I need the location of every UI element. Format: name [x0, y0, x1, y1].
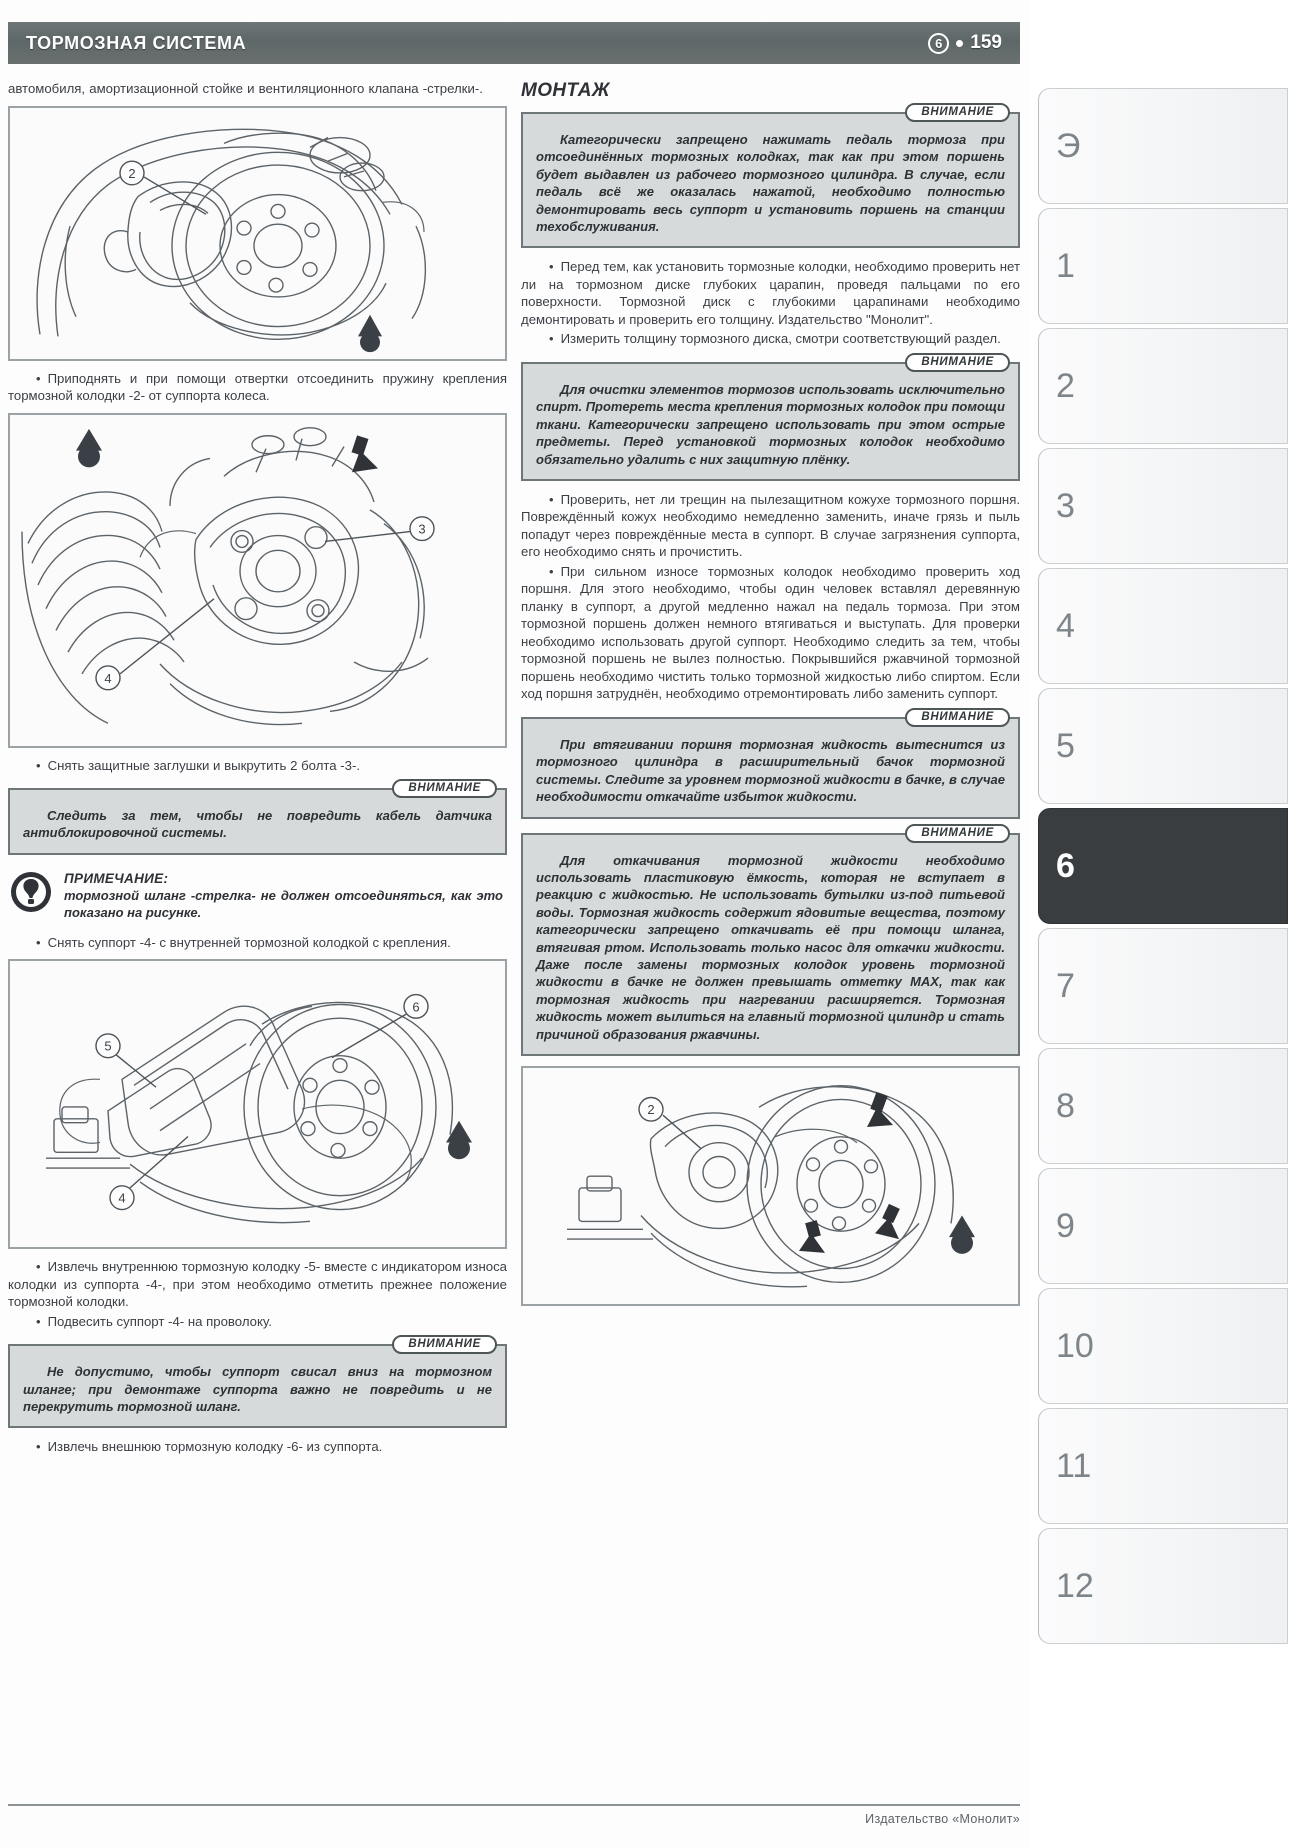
warning-tag: ВНИМАНИЕ	[905, 103, 1010, 122]
figure-front-brake-disc-pad-spring	[8, 106, 507, 361]
index-tab-8[interactable]	[1038, 1048, 1288, 1164]
figure-caliper-guide-bolts	[8, 413, 507, 748]
publisher-name: Издательство «Монолит»	[865, 1812, 1020, 1826]
page-title: ТОРМОЗНАЯ СИСТЕМА	[26, 32, 247, 53]
index-tab-label: 10	[1056, 1326, 1094, 1365]
left-bullet-6: • Извлечь внешнюю тормозную колодку -6- из суппорта.	[8, 1438, 507, 1456]
warning-text: Следить за тем, чтобы не повредить кабель датчика антиблокировочной системы.	[23, 808, 492, 841]
left-bullet-2: • Снять защитные заглушки и выкрутить 2 болта -3-.	[8, 757, 507, 775]
index-tab-label: Э	[1056, 126, 1081, 165]
figure-arrow-icon	[358, 314, 382, 351]
index-tab-label: 1	[1056, 246, 1075, 285]
separator-dot-icon	[956, 40, 963, 47]
left-column	[8, 80, 507, 1458]
page-number: 159	[970, 32, 1002, 53]
warning-tag: ВНИМАНИЕ	[905, 708, 1010, 727]
page-number-group	[928, 32, 1002, 54]
note-bulb-icon	[10, 871, 52, 913]
warning-tag: ВНИМАНИЕ	[392, 1335, 497, 1354]
index-tab-strip	[1038, 88, 1288, 1644]
index-tab-label: 8	[1056, 1086, 1075, 1125]
index-tab-0[interactable]	[1038, 88, 1288, 204]
index-tab-label: 7	[1056, 966, 1075, 1005]
right-column	[521, 80, 1020, 1458]
figure-arrow-icon	[352, 435, 378, 472]
index-tab-2[interactable]	[1038, 328, 1288, 444]
figure-caution-icon	[76, 428, 102, 467]
warning-text: При втягивании поршня тормозная жидкость вытеснится из тормозного цилиндра в расширительный бачок тормозной системы. Следите за уровнем тормозной жидкости в бачке, в случае необходимости откачайте избыток жидкости.	[536, 736, 1005, 805]
warning-box-caliper-hose	[8, 1338, 507, 1428]
note-box-brake-hose	[8, 869, 507, 924]
warning-text: Категорически запрещено нажимать педаль тормоза при отсоединённых тормозных колодках, так как при этом поршень будет выдавлен из рабочего тормозного цилиндра. В случае, если педаль всё же оказалась нажатой, необходимо полностью демонтировать весь суппорт и установить поршень на станции техобслуживания.	[536, 132, 1005, 235]
svg-text:4: 4	[104, 670, 112, 686]
warning-text: Не допустимо, чтобы суппорт свисал вниз на тормозном шланге; при демонтаже суппорта важно не повредить и не перекрутить тормозной шланг.	[23, 1364, 492, 1414]
index-tab-5[interactable]	[1038, 688, 1288, 804]
index-tab-9[interactable]	[1038, 1168, 1288, 1284]
index-tab-1[interactable]	[1038, 208, 1288, 324]
figure-brake-disc-piston-retraction	[521, 1066, 1020, 1306]
warning-text: Для откачивания тормозной жидкости необходимо использовать пластиковую ёмкость, которая не вступает в реакцию с жидкостью. Не использовать бутылки из-под питьевой воды. Тормозная жидкость содержит ядовитые вещества, поэтому категорически запрещено откачивать её при помощи шланга, втягивая ртом. Использовать только насос для откачки жидкости. Даже после замены тормозных колодок уровень тормозной жидкости в бачке не должен превышать отметку MAX, так как тормозная жидкость при нагревании расширяется. Тормозная жидкость может вылиться на главный тормозной цилиндр и стать причиной образования ржавчины.	[536, 852, 1005, 1042]
index-tab-label: 3	[1056, 486, 1075, 525]
svg-text:2: 2	[647, 1102, 655, 1118]
index-tab-label: 12	[1056, 1566, 1094, 1605]
svg-text:6: 6	[412, 999, 420, 1015]
figure-arrow-icon	[799, 1220, 825, 1253]
footer-rule	[8, 1804, 1020, 1806]
svg-text:4: 4	[118, 1190, 126, 1206]
warning-text: Для очистки элементов тормозов использовать исключительно спирт. Протереть места крепления тормозных колодок при помощи ткани. Категорически запрещено использовать при этом острые предметы. Перед установкой тормозных колодок необходимо обязательно удалить с них защитную плёнку.	[536, 381, 1005, 467]
index-tab-3[interactable]	[1038, 448, 1288, 564]
warning-box-brake-pedal	[521, 106, 1020, 248]
index-tab-7[interactable]	[1038, 928, 1288, 1044]
note-text: тормозной шланг -стрелка- не должен отсоединяться, как это показано на рисунке.	[64, 887, 503, 921]
warning-tag: ВНИМАНИЕ	[392, 779, 497, 798]
left-bullet-1: • Приподнять и при помощи отвертки отсоединить пружину крепления тормозной колодки -2- от суппорта колеса.	[8, 370, 507, 405]
right-bullet-1: • Перед тем, как установить тормозные колодки, необходимо проверить нет ли на тормозном диске глубоких царапин, проведя пальцами по его поверхности. Тормозной диск с глубокими царапинами необходимо демонтировать и проверить его толщину. Издательство "Монолит".	[521, 258, 1020, 328]
index-tab-4[interactable]	[1038, 568, 1288, 684]
index-tab-label: 4	[1056, 606, 1075, 645]
svg-text:3: 3	[418, 521, 426, 537]
left-bullet-5: • Подвесить суппорт -4- на проволоку.	[8, 1313, 507, 1331]
index-tab-label: 11	[1056, 1446, 1092, 1485]
index-tab-label: 6	[1056, 846, 1075, 885]
section-heading-installation: МОНТАЖ	[521, 80, 610, 101]
page-footer	[8, 1804, 1020, 1826]
left-bullet-4: • Извлечь внутреннюю тормозную колодку -5- вместе с индикатором износа колодки из суппорта -4-, при этом необходимо отметить прежнее положение тормозной колодки.	[8, 1258, 507, 1311]
index-tab-label: 2	[1056, 366, 1075, 405]
figure-caution-icon	[446, 1121, 472, 1159]
index-tab-11[interactable]	[1038, 1408, 1288, 1524]
two-column-body	[8, 80, 1020, 1458]
continuation-paragraph: автомобиля, амортизационной стойке и вентиляционного клапана -стрелки-.	[8, 81, 483, 96]
warning-tag: ВНИМАНИЕ	[905, 824, 1010, 843]
warning-box-cleaning	[521, 355, 1020, 481]
section-badge: 6	[928, 33, 949, 54]
note-title: ПРИМЕЧАНИЕ:	[64, 870, 169, 886]
index-tab-6-active[interactable]	[1038, 808, 1288, 924]
svg-text:5: 5	[104, 1038, 112, 1054]
left-bullet-3: • Снять суппорт -4- с внутренней тормозной колодкой с крепления.	[8, 934, 507, 952]
index-tab-label: 9	[1056, 1206, 1075, 1245]
right-bullet-3: • Проверить, нет ли трещин на пылезащитном кожухе тормозного поршня. Повреждённый кожух необходимо немедленно заменить, иначе грязь и пыль попадут через повреждённые места в суппорт. В случае загрязнения суппорта, его необходимо снять и прочистить.	[521, 491, 1020, 561]
index-tab-label: 5	[1056, 726, 1075, 765]
warning-box-fluid-extraction	[521, 826, 1020, 1056]
page-header	[8, 22, 1020, 64]
warning-box-fluid-level	[521, 710, 1020, 819]
warning-box-abs-cable	[8, 782, 507, 855]
note-body	[64, 871, 503, 922]
svg-text:2: 2	[128, 165, 136, 181]
warning-tag: ВНИМАНИЕ	[905, 353, 1010, 372]
figure-caution-icon	[949, 1216, 975, 1254]
figure-caliper-removed-inner-pad	[8, 959, 507, 1249]
right-bullet-2: • Измерить толщину тормозного диска, смотри соответствующий раздел.	[521, 330, 1020, 348]
index-tab-10[interactable]	[1038, 1288, 1288, 1404]
index-tab-12[interactable]	[1038, 1528, 1288, 1644]
right-bullet-4: • При сильном износе тормозных колодок необходимо проверить ход поршня. Для этого необходимо, чтобы один человек вставлял деревянную планку в суппорт, а другой медленно нажал на педаль тормоза. При этом тормозной поршень должен немного втягиваться и выступать. Для проверки необходимо использовать другой суппорт. Необходимо следить за тем, чтобы тормозной поршень не вылез полностью. Покрывшийся ржавчиной тормозной поршень необходимо чистить только тормозной жидкостью либо спиртом. Если ход поршня затруднён, необходимо отремонтировать либо заменить суппорт.	[521, 563, 1020, 703]
